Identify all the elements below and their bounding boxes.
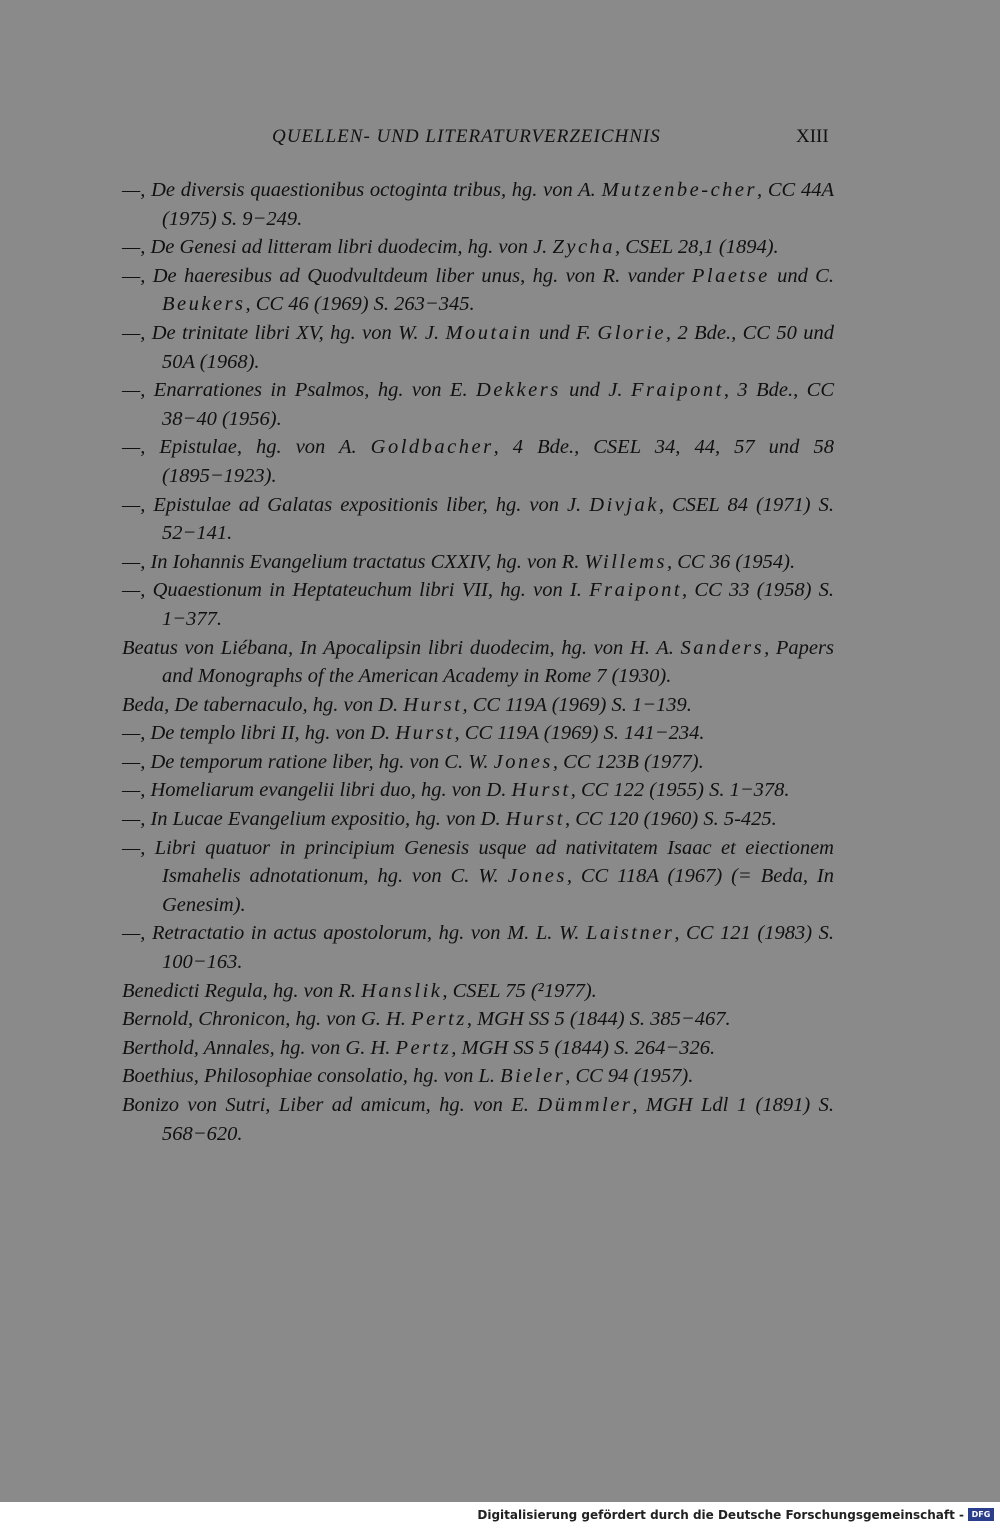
- entry-text: , CSEL 75 (²1977).: [442, 979, 597, 1002]
- entry-text: Beatus von Liébana, In Apocalipsin libri duodecim, hg. von H. A.: [122, 636, 681, 659]
- entry-text: Epistulae ad Galatas expositionis liber, hg. von J.: [153, 493, 590, 516]
- editor-name: Bieler: [500, 1065, 566, 1088]
- bibliography-entry: [122, 805, 834, 834]
- dfg-logo-text: DFG: [971, 1510, 991, 1519]
- editor-name: Fraipont: [630, 379, 724, 402]
- dfg-logo[interactable]: [968, 1508, 994, 1521]
- entry-text: In Lucae Evangelium expositio, hg. von D.: [150, 808, 506, 831]
- entry-text: , CC 120 (1960) S. 5-425.: [564, 808, 777, 831]
- entry-text: Libri quatuor in principium Genesis usque ad nativitatem Isaac et eiectionem Ismahelis adnotationum, hg. von C. W.: [154, 836, 834, 888]
- entry-text: und C.: [769, 264, 834, 287]
- bibliography-entry: [122, 634, 834, 691]
- entry-text: Berthold, Annales, hg. von G. H.: [122, 1036, 396, 1059]
- bibliography-entry: [122, 233, 834, 262]
- entry-text: —,: [122, 550, 151, 573]
- entry-text: Benedicti Regula, hg. von R.: [122, 979, 362, 1002]
- entry-text: Retractatio in actus apostolorum, hg. von M. L. W.: [151, 922, 586, 945]
- editor-name: Hurst: [511, 779, 571, 802]
- editor-name: Dümmler: [537, 1094, 633, 1116]
- entry-text: —,: [122, 722, 151, 745]
- entry-text: —,: [122, 436, 160, 459]
- bibliography-entry: [122, 1005, 834, 1034]
- entry-text: —,: [122, 236, 151, 259]
- footer-bar: [0, 1502, 1000, 1528]
- editor-name: Sanders: [680, 636, 765, 659]
- page-number: XIII: [796, 126, 829, 147]
- editor-name: Laistner: [585, 922, 675, 945]
- entry-text: , CC 36 (1954).: [666, 550, 796, 573]
- entry-text: , CC 44A (1975) S. 9−249.: [162, 179, 835, 230]
- bibliography-entry: [122, 748, 834, 777]
- bibliography-entry: [122, 719, 834, 748]
- bibliography-entry: [122, 433, 834, 490]
- entry-text: Homeliarum evangelii libri duo, hg. von D.: [150, 779, 512, 802]
- bibliography-entry: [122, 919, 834, 976]
- bibliography-list: [122, 176, 834, 1148]
- entry-text: , CC 119A (1969) S. 1−139.: [462, 693, 692, 716]
- editor-name: Willems: [584, 550, 667, 573]
- entry-text: , Papers and Monographs of the American Academy in Rome 7 (1930).: [162, 636, 834, 688]
- entry-text: , CC 33 (1958) S. 1−377.: [162, 579, 835, 630]
- entry-text: —,: [122, 779, 151, 802]
- entry-text: Beda, De tabernaculo, hg. von D.: [122, 693, 404, 716]
- entry-text: , CSEL 84 (1971) S. 52−141.: [162, 493, 834, 545]
- entry-text: , CC 122 (1955) S. 1−378.: [570, 779, 790, 802]
- entry-text: De templo libri II, hg. von D.: [150, 722, 396, 745]
- bibliography-entry: [122, 376, 834, 433]
- editor-name: Jones: [507, 865, 567, 888]
- entry-text: De trinitate libri XV, hg. von W. J.: [151, 321, 446, 344]
- bibliography-entry: [122, 319, 834, 376]
- bibliography-entry: [122, 262, 834, 319]
- entry-text: —,: [122, 922, 152, 945]
- entry-text: Bonizo von Sutri, Liber ad amicum, hg. von E.: [122, 1094, 538, 1116]
- entry-text: und F.: [532, 321, 598, 344]
- bibliography-entry: [122, 776, 834, 805]
- bibliography-entry: [122, 176, 834, 233]
- editor-name: Beukers: [162, 293, 246, 316]
- entry-text: , CC 46 (1969) S. 263−345.: [245, 293, 475, 316]
- bibliography-entry: [122, 1062, 834, 1091]
- entry-text: , CC 119A (1969) S. 141−234.: [454, 722, 705, 745]
- bibliography-entry: [122, 977, 834, 1006]
- entry-text: De haeresibus ad Quodvultdeum liber unus, hg. von R. vander: [152, 264, 692, 287]
- entry-text: In Iohannis Evangelium tractatus CXXIV, hg. von R.: [150, 550, 585, 573]
- entry-text: —,: [122, 264, 153, 287]
- entry-text: —,: [122, 808, 151, 831]
- entry-text: , CC 121 (1983) S. 100−163.: [162, 922, 834, 974]
- entry-text: —,: [122, 179, 152, 201]
- running-title: QUELLEN- UND LITERATURVERZEICHNIS: [272, 126, 661, 147]
- editor-name: Dekkers: [476, 379, 561, 402]
- entry-text: Epistulae, hg. von A.: [159, 436, 371, 459]
- editor-name: Hurst: [505, 808, 565, 831]
- bibliography-entry: [122, 576, 834, 633]
- entry-text: De diversis quaestionibus octoginta tribus, hg. von A.: [151, 179, 602, 201]
- entry-text: , CSEL 28,1 (1894).: [615, 236, 779, 259]
- entry-text: —,: [122, 579, 153, 602]
- editor-name: Glorie: [597, 321, 666, 344]
- bibliography-entry: [122, 1034, 834, 1063]
- editor-name: Divjak: [589, 493, 659, 516]
- editor-name: Jones: [493, 750, 553, 773]
- editor-name: Plaetse: [691, 264, 770, 287]
- entry-text: Boethius, Philosophiae consolatio, hg. von L.: [122, 1065, 501, 1088]
- entry-text: Bernold, Chronicon, hg. von G. H.: [122, 1008, 412, 1031]
- entry-text: und J.: [560, 379, 631, 402]
- bibliography-entry: [122, 691, 834, 720]
- entry-text: , MGH SS 5 (1844) S. 385−467.: [466, 1008, 731, 1031]
- editor-name: Goldbacher: [370, 436, 494, 459]
- entry-text: De Genesi ad litteram libri duodecim, hg. von J.: [150, 236, 553, 259]
- editor-name: Mutzenbe-cher: [601, 179, 758, 201]
- editor-name: Hurst: [403, 693, 463, 716]
- entry-text: Quaestionum in Heptateuchum libri VII, hg. von I.: [152, 579, 590, 602]
- entry-text: , CC 123B (1977).: [552, 750, 704, 773]
- funding-notice: Digitalisierung gefördert durch die Deutsche Forschungsgemeinschaft -: [477, 1508, 964, 1522]
- entry-text: , 4 Bde., CSEL 34, 44, 57 und 58 (1895−1923).: [162, 436, 834, 487]
- editor-name: Pertz: [411, 1008, 467, 1031]
- editor-name: Pertz: [395, 1036, 452, 1059]
- editor-name: Moutain: [445, 321, 533, 344]
- bibliography-entry: [122, 834, 834, 920]
- editor-name: Fraipont: [589, 579, 683, 602]
- bibliography-entry: [122, 548, 834, 577]
- editor-name: Hanslik: [361, 979, 443, 1002]
- entry-text: , CC 94 (1957).: [565, 1065, 694, 1088]
- entry-text: De temporum ratione liber, hg. von C. W.: [150, 750, 494, 773]
- entry-text: , MGH Ldl 1 (1891) S. 568−620.: [162, 1094, 834, 1145]
- entry-text: , MGH SS 5 (1844) S. 264−326.: [451, 1036, 716, 1059]
- entry-text: , 2 Bde., CC 50 und 50A (1968).: [162, 321, 834, 373]
- entry-text: Enarrationes in Psalmos, hg. von E.: [153, 379, 477, 402]
- bibliography-entry: [122, 491, 834, 548]
- entry-text: —,: [122, 321, 152, 344]
- entry-text: —,: [122, 836, 155, 859]
- entry-text: —,: [122, 493, 154, 516]
- entry-text: , 3 Bde., CC 38−40 (1956).: [162, 379, 835, 430]
- editor-name: Zycha: [552, 236, 616, 259]
- entry-text: , CC 118A (1967) (= Beda, In Genesim).: [162, 865, 834, 916]
- page-header: [0, 122, 1000, 152]
- editor-name: Hurst: [395, 722, 455, 745]
- entry-text: —,: [122, 750, 151, 773]
- entry-text: —,: [122, 379, 154, 402]
- bibliography-entry: [122, 1091, 834, 1148]
